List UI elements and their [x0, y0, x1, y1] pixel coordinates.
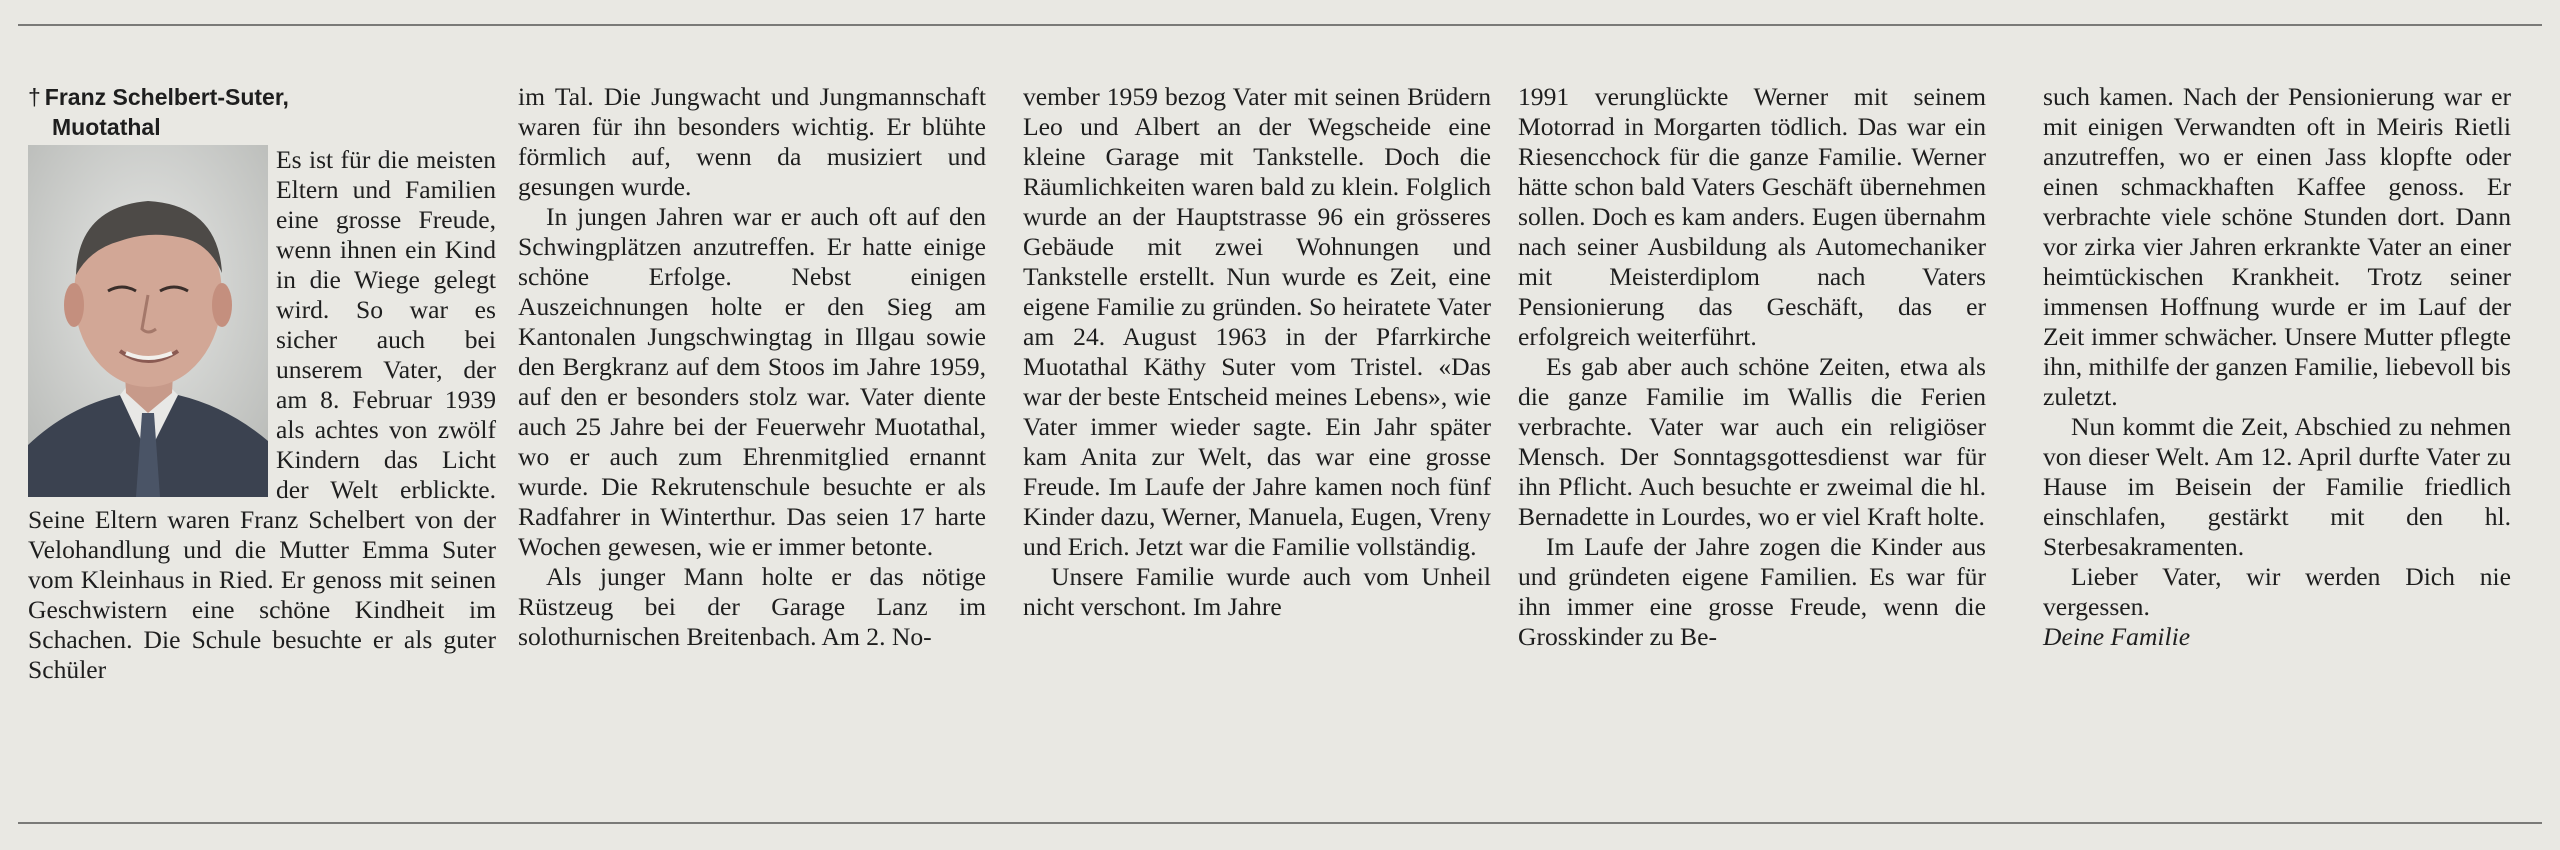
- paragraph: In jungen Jahren war er auch oft auf den Schwingplätzen anzutreffen. Er hatte einige schöne Erfolge. Nebst einigen Auszeichnungen holte er den Sieg am Kantonalen Jungschwingtag in Illgau sowie den Bergkranz auf dem Stoos im Jahre 1959, auf den er besonders stolz war. Vater diente auch 25 Jahre bei der Feuerwehr Muotathal, wo er auch zum Ehrenmitglied ernannt wurde. Die Rekrutenschule besuchte er als Radfahrer in Winterthur. Das seien 17 harte Wochen gewesen, wie er immer betonte.: [518, 202, 986, 561]
- column-2: [518, 82, 986, 652]
- column-4: [1518, 82, 1986, 652]
- top-rule: [18, 24, 2542, 26]
- obituary-article: [18, 82, 2540, 812]
- paragraph: Im Laufe der Jahre zogen die Kinder aus und gründeten eigene Familien. Es war für ihn immer eine grosse Freude, wenn die Grosskinder zu Be-: [1518, 532, 1986, 651]
- paragraph: such kamen. Nach der Pensionierung war er mit einigen Verwandten oft in Meiris Rietli anzutreffen, wo er einen Jass klopfte oder einen schmackhaften Kaffee genoss. Er verbrachte viele schöne Stunden dort. Dann vor zirka vier Jahren erkrankte Vater an einer heimtückischen Krankheit. Trotz seiner immensen Hoffnung wurde er im Lauf der Zeit immer schwächer. Unsere Mutter pflegte ihn, mithilfe der ganzen Familie, liebevoll bis zuletzt.: [2043, 82, 2511, 411]
- paragraph: im Tal. Die Jungwacht und Jungmannschaft waren für ihn besonders wichtig. Er blühte förmlich auf, wenn da musiziert und gesungen wurde.: [518, 82, 986, 201]
- paragraph: vember 1959 bezog Vater mit seinen Brüdern Leo und Albert an der Wegscheide eine kleine Garage mit Tankstelle. Doch die Räumlichkeiten waren bald zu klein. Folglich wurde an der Hauptstrasse 96 ein grösseres Gebäude mit zwei Wohnungen und Tankstelle erstellt. Nun wurde es Zeit, eine eigene Familie zu gründen. So heiratete Vater am 24. August 1963 in der Pfarrkirche Muotathal Käthy Suter vom Tristel. «Das war der beste Entscheid meines Lebens», wie Vater immer wieder sagte. Ein Jahr später kam Anita zur Welt, das war eine grosse Freude. Im Laufe der Jahre kamen noch fünf Kinder dazu, Werner, Manuela, Eugen, Vreny und Erich. Jetzt war die Familie vollständig.: [1023, 82, 1491, 561]
- paragraph: Lieber Vater, wir werden Dich nie vergessen.: [2043, 562, 2511, 621]
- paragraph: Nun kommt die Zeit, Abschied zu nehmen von dieser Welt. Am 12. April durfte Vater zu Hause im Beisein der Familie friedlich einschlafen, gestärkt mit den hl. Sterbesakramenten.: [2043, 412, 2511, 561]
- paragraph: Es ist für die meisten Eltern und Familien eine grosse Freude, wenn ihnen ein Kind in die Wiege gelegt wird. So war es sicher auch bei unserem Vater, der am 8. Februar 1939 als achtes von zwölf Kindern das Licht der Welt erblickte. Seine Eltern waren Franz Schelbert von der Velohandlung und die Mutter Emma Suter vom Kleinhaus in Ried. Er genoss mit seinen Geschwistern eine schöne Kindheit im Schachen. Die Schule besuchte er als guter Schüler: [28, 145, 496, 684]
- paragraph: 1991 verunglückte Werner mit seinem Motorrad in Morgarten tödlich. Das war ein Riesencchock für die ganze Familie. Werner hätte schon bald Vaters Geschäft übernehmen sollen. Doch es kam anders. Eugen übernahm nach seiner Ausbildung als Automechaniker mit Meisterdiplom nach Vaters Pensionierung das Geschäft, das er erfolgreich weiterführt.: [1518, 82, 1986, 351]
- portrait-photo: [28, 145, 268, 497]
- paragraph: Unsere Familie wurde auch vom Unheil nicht verschont. Im Jahre: [1023, 562, 1491, 621]
- obituary-heading: [28, 82, 496, 142]
- heading-name: Franz Schelbert-Suter,: [44, 84, 289, 110]
- paragraph: Es gab aber auch schöne Zeiten, etwa als die ganze Familie im Wallis die Ferien verbrachte. Vater war auch ein religiöser Mensch. Der Sonntagsgottesdienst war für ihn Pflicht. Auch besuchte er zweimal die hl. Bernadette in Lourdes, wo er viel Kraft holte.: [1518, 352, 1986, 531]
- cross-icon: †: [28, 84, 41, 110]
- bottom-rule: [18, 822, 2542, 824]
- portrait-image: [28, 145, 268, 497]
- column-3: [1023, 82, 1491, 622]
- column-5: [2043, 82, 2511, 652]
- paragraph: Als junger Mann holte er das nötige Rüstzeug bei der Garage Lanz im solothurnischen Breitenbach. Am 2. No-: [518, 562, 986, 651]
- signature: Deine Familie: [2043, 622, 2191, 651]
- column-1: [28, 82, 496, 685]
- heading-place: Muotathal: [52, 114, 161, 140]
